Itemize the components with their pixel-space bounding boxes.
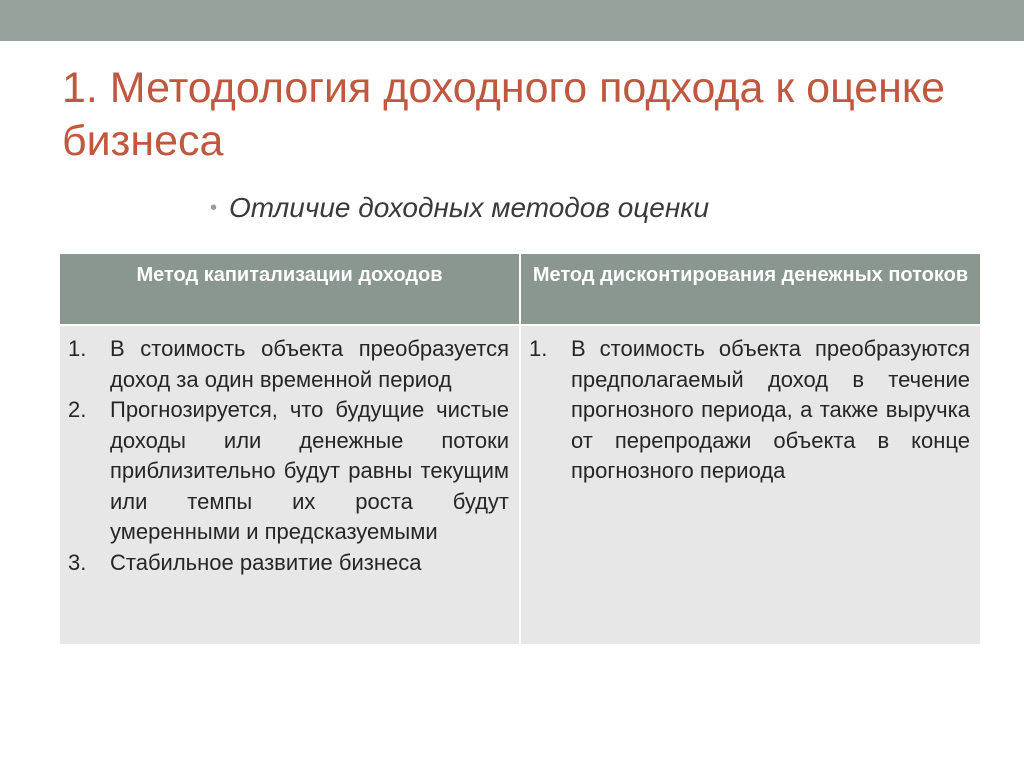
table-header-discounting: Метод дисконтирования денежных потоков bbox=[521, 254, 980, 324]
list-item-number: 3. bbox=[68, 549, 87, 575]
comparison-table bbox=[60, 254, 980, 644]
list-item-text: Прогнозируется, что будущие чистые доходы или денежные потоки приблизительно будут равны текущим или темпы их роста будут умеренными и предсказуемыми bbox=[110, 397, 509, 544]
list-item-text: В стоимость объекта преобразуются предполагаемый доход в течение прогнозного периода, а также выручка от перепродажи объекта в конце прогнозного периода bbox=[571, 336, 970, 483]
top-bar bbox=[0, 0, 1024, 41]
table-header-capitalization: Метод капитализации доходов bbox=[60, 254, 519, 324]
list-item-number: 2. bbox=[68, 397, 87, 422]
slide-title: 1. Методология доходного подхода к оценке бизнеса bbox=[62, 64, 946, 165]
discounting-list bbox=[529, 334, 970, 487]
table-cell-discounting bbox=[521, 326, 980, 644]
bullet-icon: • bbox=[210, 196, 218, 219]
table-cell-capitalization bbox=[60, 326, 519, 644]
subtitle-row bbox=[210, 188, 709, 228]
list-item bbox=[529, 334, 970, 487]
list-item-text: В стоимость объекта преобразуется доход за один временной период bbox=[110, 336, 509, 392]
list-item bbox=[68, 395, 509, 548]
slide-subtitle: Отличие доходных методов оценки bbox=[229, 192, 710, 223]
list-item bbox=[68, 334, 509, 395]
list-item-text: Стабильное развитие бизнеса bbox=[110, 549, 422, 575]
list-item-number: 1. bbox=[529, 336, 548, 361]
list-item bbox=[68, 548, 509, 579]
capitalization-list bbox=[68, 334, 509, 578]
list-item-number: 1. bbox=[68, 336, 87, 361]
